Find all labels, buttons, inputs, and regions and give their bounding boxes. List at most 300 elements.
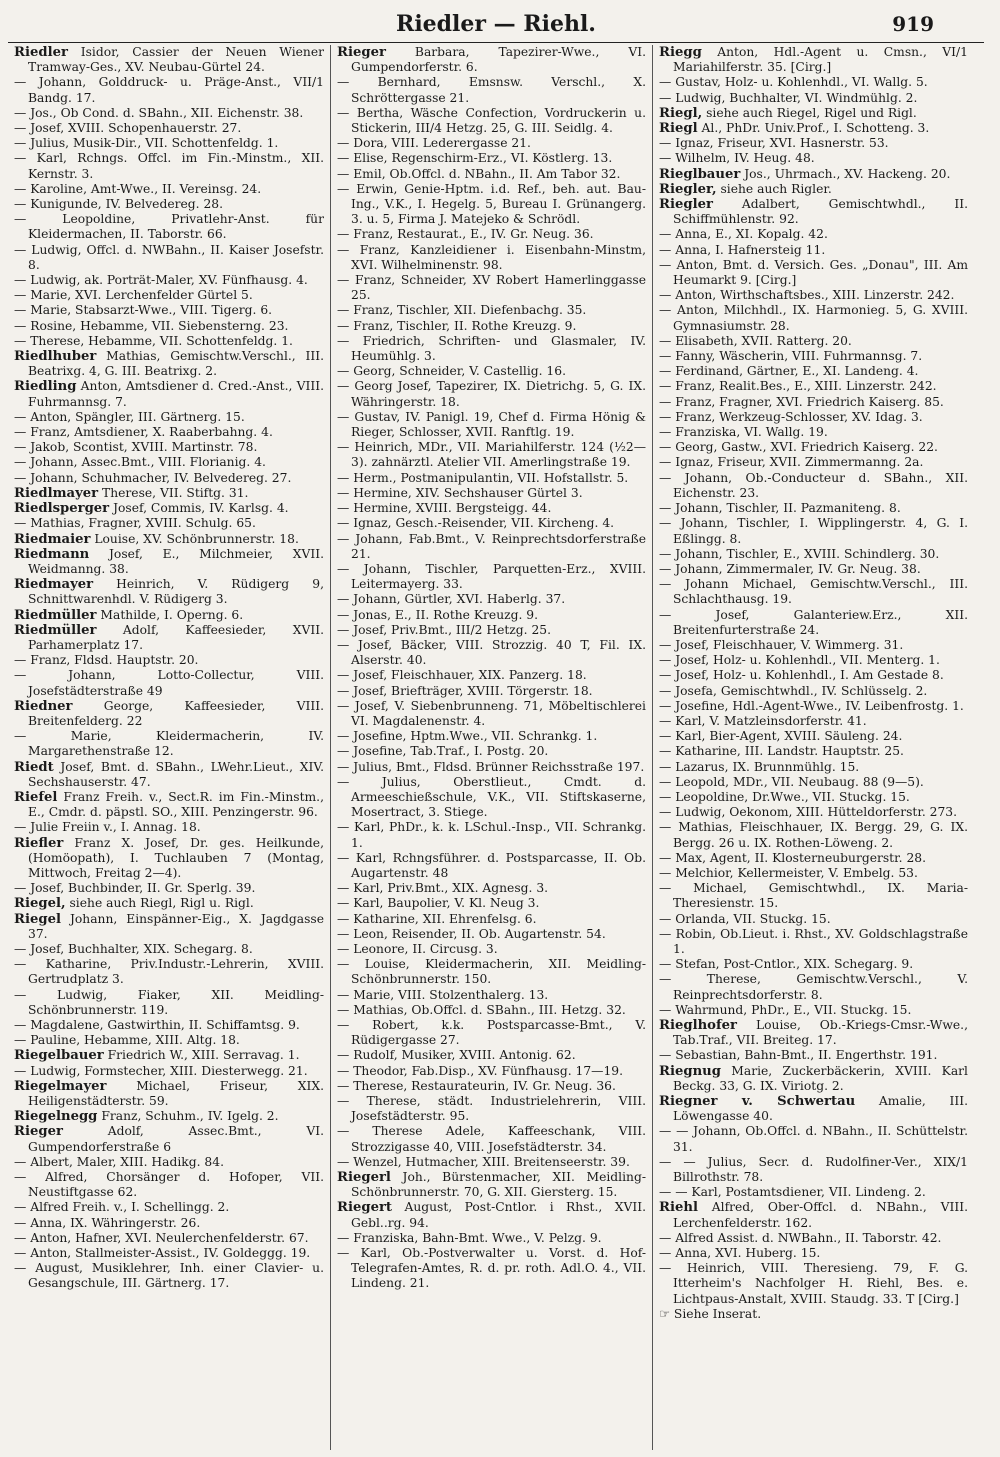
entry-text: — Alfred, Chorsänger d. Hofoper, VII. Neustiftgasse 62. — [14, 1170, 324, 1200]
columns — [8, 45, 984, 1450]
entry-text: — Michael, Gemischtwhdl., IX. Maria-Theresienstr. 15. — [659, 881, 968, 911]
column-1 — [8, 45, 330, 1450]
entry-text: — Heinrich, VIII. Theresieng. 79, F. G. Itterheim's Nachfolger H. Riehl, Bes. e. Lichtpaus-Anstalt, XVIII. Staudg. 33. T [Cirg.] — [659, 1261, 968, 1306]
entry-text: — Wahrmund, PhDr., E., VII. Stuckg. 15. — [659, 1002, 912, 1017]
directory-entry — [14, 532, 324, 547]
entry-surname: Rieglhofer — [659, 1018, 737, 1033]
directory-entry — [337, 851, 646, 881]
directory-entry — [14, 699, 324, 729]
entry-text: — Leopold, MDr., VII. Neubaug. 88 (9—5). — [659, 774, 924, 789]
directory-entry — [659, 1064, 968, 1094]
entry-text: — Julie Freiin v., I. Annag. 18. — [14, 820, 201, 835]
entry-text: — Josef, XVIII. Schopenhauerstr. 27. — [14, 121, 242, 136]
directory-entry — [659, 182, 968, 197]
directory-entry — [14, 379, 324, 409]
directory-entry — [337, 243, 646, 273]
directory-entry — [14, 896, 324, 911]
directory-entry — [659, 1003, 968, 1018]
entry-text: Anton, Hdl.-Agent u. Cmsn., VI/1 Mariahilferstr. 35. [Cirg.] — [673, 45, 968, 75]
entry-text: — Anton, Spängler, III. Gärtnerg. 15. — [14, 409, 245, 424]
entry-text: — Franz, Fldsd. Hauptstr. 20. — [14, 653, 199, 668]
entry-text: — Josef, Bäcker, VIII. Strozzig. 40 T, Fil. IX. Alserstr. 40. — [337, 637, 646, 668]
directory-entry — [337, 334, 646, 364]
directory-entry — [14, 410, 324, 425]
entry-text: — Hermine, XVIII. Bergsteigg. 44. — [337, 501, 552, 516]
directory-entry — [659, 1155, 968, 1185]
entry-text: Alfred, Ober-Offcl. d. NBahn., VIII. Lerchenfelderstr. 162. — [673, 1200, 968, 1230]
directory-entry — [337, 775, 646, 821]
entry-text: — Marie, VIII. Stolzenthalerg. 13. — [337, 987, 549, 1002]
directory-entry — [659, 258, 968, 288]
directory-entry — [337, 1064, 646, 1079]
directory-entry — [14, 1231, 324, 1246]
entry-text: Louise, Ob.-Kriegs-Cmsr.-Wwe., Tab.Traf., VII. Breiteg. 17. — [673, 1018, 968, 1048]
directory-entry — [14, 547, 324, 577]
directory-entry — [337, 592, 646, 607]
directory-entry — [337, 1170, 646, 1200]
directory-entry — [14, 1155, 324, 1170]
entry-text: — Lazarus, IX. Brunnmühlg. 15. — [659, 759, 860, 774]
entry-text: — Jakob, Scontist, XVIII. Martinstr. 78. — [14, 440, 258, 455]
directory-entry — [659, 881, 968, 911]
entry-text: — Therese, Hebamme, VII. Schottenfeldg. 1. — [14, 333, 293, 348]
directory-entry — [337, 623, 646, 638]
directory-entry — [14, 608, 324, 623]
directory-entry — [659, 364, 968, 379]
directory-entry — [14, 243, 324, 273]
directory-entry — [659, 1231, 968, 1246]
entry-text: — Josef, Briefträger, XVIII. Törgerstr. 18. — [337, 683, 593, 698]
directory-entry — [337, 440, 646, 470]
directory-entry — [659, 197, 968, 227]
directory-entry — [14, 197, 324, 212]
directory-entry — [659, 303, 968, 333]
entry-text: — Elisabeth, XVII. Ratterg. 20. — [659, 333, 852, 348]
entry-text: — Julius, Bmt., Fldsd. Brünner Reichsstraße 197. — [337, 759, 645, 774]
entry-text: Michael, Friseur, XIX. Heiligenstädterstr. 59. — [28, 1078, 324, 1109]
directory-entry — [14, 1018, 324, 1033]
entry-text: ☞ Siehe Inserat. — [659, 1306, 762, 1321]
directory-entry — [659, 608, 968, 638]
directory-entry — [659, 45, 968, 75]
entry-text: — Josef, Priv.Bmt., III/2 Hetzg. 25. — [337, 622, 552, 637]
entry-text: — August, Musiklehrer, Inh. einer Clavier- u. Gesangschule, III. Gärtnerg. 17. — [14, 1261, 324, 1291]
entry-surname: Riedmüller — [14, 622, 97, 638]
entry-text: Amalie, III. Löwengasse 40. — [673, 1094, 968, 1124]
entry-text: — Franz, Restaurat., E., IV. Gr. Neug. 36. — [337, 227, 594, 242]
entry-text: — Ludwig, Fiaker, XII. Meidling-Schönbrunnerstr. 119. — [14, 987, 324, 1017]
entry-text: Adolf, Kaffeesieder, XVII. Parhamerplatz 17. — [28, 622, 324, 652]
entry-text: — Wilhelm, IV. Heug. 48. — [659, 151, 815, 166]
directory-entry — [14, 1200, 324, 1215]
entry-surname: Riegelmayer — [14, 1078, 107, 1094]
entry-text: — Friedrich, Schriften- und Glasmaler, IV. Heumühlg. 3. — [337, 333, 646, 364]
entry-text: — Franz, Amtsdiener, X. Raaberbahng. 4. — [14, 425, 273, 440]
directory-entry — [337, 486, 646, 501]
directory-entry — [337, 1231, 646, 1246]
directory-entry — [337, 364, 646, 379]
entry-text: — Josef, Holz- u. Kohlenhdl., VII. Menterg. 1. — [659, 653, 940, 668]
entry-text: — Anton, Bmt. d. Versich. Ges. „Donau", III. Am Heumarkt 9. [Cirg.] — [659, 257, 968, 288]
entry-text: — Katharine, Priv.Industr.-Lehrerin, XVIII. Gertrudplatz 3. — [14, 957, 324, 987]
directory-entry — [659, 1246, 968, 1261]
entry-text: — Therese, Gemischtw.Verschl., V. Reinprechtsdorferstr. 8. — [659, 972, 968, 1002]
entry-text: — — Karl, Postamtsdiener, VII. Lindeng. 2. — [659, 1185, 926, 1200]
entry-text: — Jonas, E., II. Rothe Kreuzg. 9. — [337, 607, 539, 622]
entry-text: — Marie, Kleidermacherin, IV. Margarethenstraße 12. — [14, 729, 324, 759]
entry-surname: Riedner — [14, 698, 73, 714]
directory-entry — [337, 942, 646, 957]
entry-text: — Josef, Fleischhauer, XIX. Panzerg. 18. — [337, 668, 587, 683]
entry-text: — Leonore, II. Circusg. 3. — [337, 941, 498, 956]
directory-entry — [337, 1048, 646, 1063]
directory-entry — [14, 1033, 324, 1048]
directory-entry — [337, 912, 646, 927]
entry-text: Isidor, Cassier der Neuen Wiener Tramway-Ges., XV. Neubau-Gürtel 24. — [28, 45, 324, 75]
entry-text: — Franz, Tischler, XII. Diefenbachg. 35. — [337, 303, 587, 318]
entry-text: — Anton, Milchhdl., IX. Harmonieg. 5, G. XVIII. Gymnasiumstr. 28. — [659, 303, 968, 333]
entry-text: — Johann, Golddruck- u. Präge-Anst., VII/1 Bandg. 17. — [14, 75, 324, 105]
entry-surname: Riefel — [14, 789, 58, 805]
directory-entry — [659, 699, 968, 714]
entry-text: — Franz, Tischler, II. Rothe Kreuzg. 9. — [337, 318, 577, 333]
entry-surname: Riedmann — [14, 546, 90, 562]
entry-text: — Anna, I. Hafnersteig 11. — [659, 242, 826, 257]
entry-text: siehe auch Riegel, Rigel und Rigl. — [706, 105, 917, 120]
directory-entry — [14, 1246, 324, 1261]
entry-text: — Franz, Schneider, XV Robert Hamerlinggasse 25. — [337, 273, 646, 303]
entry-text: — Johann, Gürtler, XVI. Haberlg. 37. — [337, 592, 566, 607]
entry-text: — Johann, Tischler, I. Wipplingerstr. 4, G. I. Eßlingg. 8. — [659, 516, 968, 546]
entry-surname: Riedlmayer — [14, 485, 99, 501]
directory-entry — [659, 91, 968, 106]
entry-text: — Emil, Ob.Offcl. d. NBahn., II. Am Tabor 32. — [337, 166, 621, 181]
entry-surname: Riegg — [659, 45, 702, 60]
entry-text: Franz Freih. v., Sect.R. im Fin.-Minstm., E., Cmdr. d. päpstl. SO., XIII. Penzingerstr. 96. — [28, 789, 324, 820]
entry-text: — — Johann, Ob.Offcl. d. NBahn., II. Schüttelstr. 31. — [659, 1124, 968, 1154]
entry-surname: Riedlhuber — [14, 349, 97, 365]
directory-entry — [14, 516, 324, 531]
directory-entry — [14, 440, 324, 455]
directory-entry — [14, 75, 324, 105]
directory-entry — [659, 151, 968, 166]
entry-text: — Karl, Priv.Bmt., XIX. Agnesg. 3. — [337, 881, 549, 896]
directory-entry — [337, 227, 646, 242]
directory-entry — [659, 425, 968, 440]
entry-text: — Jos., Ob Cond. d. SBahn., XII. Eichenstr. 38. — [14, 105, 304, 120]
entry-text: — Wenzel, Hutmacher, XIII. Breitenseerstr. 39. — [337, 1154, 630, 1169]
entry-text: — Franz, Werkzeug-Schlosser, XV. Idag. 3. — [659, 409, 923, 424]
entry-text: — Johann, Ob.-Conducteur d. SBahn., XII. Eichenstr. 23. — [659, 470, 968, 500]
entry-text: — Heinrich, MDr., VII. Mariahilferstr. 124 (½2—3). zahnärztl. Atelier VII. Amerlingstraße 19. — [337, 440, 646, 470]
entry-text: — Josefine, Tab.Traf., I. Postg. 20. — [337, 744, 549, 759]
directory-entry — [659, 471, 968, 501]
directory-entry — [337, 896, 646, 911]
entry-text: — Hermine, XIV. Sechshauser Gürtel 3. — [337, 485, 583, 500]
directory-entry — [659, 653, 968, 668]
directory-entry — [14, 1124, 324, 1154]
entry-text: siehe auch Rigler. — [720, 181, 832, 196]
directory-entry — [659, 562, 968, 577]
directory-entry — [659, 349, 968, 364]
directory-entry — [14, 668, 324, 698]
entry-text: Anton, Amtsdiener d. Cred.-Anst., VIII. Fuhrmannsg. 7. — [28, 379, 324, 409]
entry-text: — Melchior, Kellermeister, V. Embelg. 53. — [659, 865, 918, 880]
entry-surname: Rieglbauer — [659, 166, 741, 182]
directory-entry — [14, 182, 324, 197]
directory-entry — [337, 471, 646, 486]
directory-entry — [659, 288, 968, 303]
directory-entry — [659, 516, 968, 546]
directory-entry — [659, 547, 968, 562]
entry-text: — Pauline, Hebamme, XIII. Altg. 18. — [14, 1033, 240, 1048]
entry-text: Marie, Zuckerbäckerin, XVIII. Karl Beckg. 33, G. IX. Viriotg. 2. — [673, 1063, 968, 1093]
entry-text: — Max, Agent, II. Klosterneuburgerstr. 28. — [659, 850, 927, 865]
entry-text: Joh., Bürstenmacher, XII. Meidling-Schönbrunnerstr. 70, G. XII. Giersterg. 15. — [351, 1170, 646, 1200]
entry-text: — Karl, V. Matzleinsdorferstr. 41. — [659, 713, 867, 728]
directory-entry — [337, 957, 646, 987]
directory-entry — [14, 486, 324, 501]
entry-text: — Anton, Stallmeister-Assist., IV. Goldeggg. 19. — [14, 1246, 311, 1261]
entry-text: — Ignaz, Friseur, XVII. Zimmermanng. 2a. — [659, 455, 924, 470]
entry-text: — Georg, Gastw., XVI. Friedrich Kaiserg. 22. — [659, 440, 938, 455]
directory-entry — [659, 1094, 968, 1124]
directory-entry — [337, 516, 646, 531]
column-2 — [330, 45, 652, 1450]
entry-text: — Julius, Oberstlieut., Cmdt. d. Armeeschießschule, V.K., VII. Stiftskaserne, Mosertract, 3. Stiege. — [337, 774, 646, 820]
directory-entry — [14, 471, 324, 486]
entry-text: — Rosine, Hebamme, VII. Siebensterng. 23. — [14, 318, 289, 333]
entry-text: — Mathias, Ob.Offcl. d. SBahn., III. Hetzg. 32. — [337, 1002, 626, 1017]
directory-entry — [337, 608, 646, 623]
entry-text: — Johann, Zimmermaler, IV. Gr. Neug. 38. — [659, 561, 921, 576]
entry-surname: Riegler, — [659, 181, 717, 197]
entry-text: — Magdalene, Gastwirthin, II. Schiffamtsg. 9. — [14, 1018, 300, 1032]
directory-entry — [337, 988, 646, 1003]
entry-text: — Leon, Reisender, II. Ob. Augartenstr. 54. — [337, 926, 606, 941]
entry-surname: Rieger — [337, 45, 386, 60]
entry-text: — Alfred Assist. d. NWBahn., II. Taborstr. 42. — [659, 1230, 942, 1245]
entry-text: Jos., Uhrmach., XV. Hackeng. 20. — [744, 166, 951, 181]
entry-text: — Josefine, Hdl.-Agent-Wwe., IV. Leibenfrostg. 1. — [659, 698, 964, 713]
directory-entry — [337, 75, 646, 105]
directory-entry — [337, 744, 646, 759]
directory-entry — [659, 136, 968, 151]
directory-entry — [659, 106, 968, 121]
directory-entry — [659, 638, 968, 653]
directory-entry — [659, 684, 968, 699]
directory-entry — [337, 273, 646, 303]
directory-entry — [659, 501, 968, 516]
directory-entry — [659, 714, 968, 729]
entry-text: — Johann, Assec.Bmt., VIII. Florianig. 4. — [14, 455, 266, 470]
entry-text: Mathilde, I. Operng. 6. — [100, 607, 244, 622]
entry-text: — Franz, Fragner, XVI. Friedrich Kaiserg. 85. — [659, 394, 944, 409]
directory-entry — [337, 820, 646, 850]
entry-text: — Robin, Ob.Lieut. i. Rhst., XV. Goldschlagstraße 1. — [659, 926, 968, 956]
entry-surname: Riegelbauer — [14, 1048, 104, 1064]
directory-entry — [337, 760, 646, 775]
entry-text: — Ludwig, Buchhalter, VI. Windmühlg. 2. — [659, 90, 918, 105]
directory-entry — [337, 151, 646, 166]
entry-text: — Josefine, Hptm.Wwe., VII. Schrankg. 1. — [337, 729, 598, 744]
entry-text: — Johann, Tischler, II. Pazmaniteng. 8. — [659, 501, 901, 516]
entry-text: Franz, Schuhm., IV. Igelg. 2. — [101, 1109, 279, 1124]
entry-text: — Bertha, Wäsche Confection, Vordruckerin u. Stickerin, III/4 Hetzg. 25, G. III. Seidlg. 4. — [337, 105, 646, 136]
entry-text: — Anton, Wirthschaftsbes., XIII. Linzerstr. 242. — [659, 288, 955, 303]
directory-entry — [14, 121, 324, 136]
directory-entry — [14, 577, 324, 607]
entry-surname: Riegler — [659, 197, 713, 213]
directory-entry — [659, 790, 968, 805]
directory-entry — [337, 638, 646, 668]
directory-entry — [337, 501, 646, 516]
directory-entry — [659, 866, 968, 881]
entry-text: — Franz, Realit.Bes., E., XIII. Linzerstr. 242. — [659, 379, 937, 394]
directory-entry — [337, 1079, 646, 1094]
directory-entry — [337, 319, 646, 334]
directory-entry — [659, 379, 968, 394]
directory-entry — [14, 1079, 324, 1109]
directory-entry — [337, 410, 646, 440]
directory-entry — [337, 1018, 646, 1048]
directory-entry — [659, 744, 968, 759]
directory-entry — [337, 699, 646, 729]
entry-surname: Riedmayer — [14, 577, 94, 593]
entry-text: August, Post-Cntlor. i Rhst., XVII. Gebl..rg. 94. — [351, 1200, 646, 1230]
directory-entry — [14, 820, 324, 835]
entry-text: — Marie, Stabsarzt-Wwe., VIII. Tigerg. 6. — [14, 303, 273, 318]
entry-surname: Riegl — [659, 121, 698, 137]
entry-text: — Georg Josef, Tapezirer, IX. Dietrichg. 5, G. IX. Währingerstr. 18. — [337, 379, 646, 409]
directory-entry — [659, 167, 968, 182]
directory-entry — [14, 957, 324, 987]
entry-text: Heinrich, V. Rüdigerg 9, Schnittwarenhdl. V. Rüdigerg 3. — [28, 577, 324, 607]
directory-entry — [14, 881, 324, 896]
directory-entry — [659, 972, 968, 1002]
page-number: 919 — [892, 12, 934, 36]
directory-entry — [659, 851, 968, 866]
directory-entry — [337, 1003, 646, 1018]
entry-text: — Franziska, Bahn-Bmt. Wwe., V. Pelzg. 9. — [337, 1230, 602, 1245]
directory-entry — [337, 1124, 646, 1154]
directory-entry — [14, 212, 324, 242]
entry-text: — Franz, Kanzleidiener i. Eisenbahn-Minstm, XVI. Wilhelminenstr. 98. — [337, 242, 646, 272]
directory-entry — [14, 151, 324, 181]
directory-entry — [659, 1261, 968, 1307]
entry-text: — Herm., Postmanipulantin, VII. Hofstallstr. 5. — [337, 470, 629, 485]
directory-entry — [659, 455, 968, 470]
entry-surname: Rieger — [14, 1124, 63, 1140]
directory-entry — [14, 988, 324, 1018]
entry-text: — Georg, Schneider, V. Castellig. 16. — [337, 364, 566, 379]
entry-text: — Josefa, Gemischtwhdl., IV. Schlüsselg. 2. — [659, 683, 928, 698]
entry-text: — Anna, IX. Währingerstr. 26. — [14, 1215, 201, 1230]
directory-entry — [659, 227, 968, 242]
directory-entry — [337, 1200, 646, 1230]
directory-entry — [14, 1216, 324, 1231]
directory-entry — [337, 684, 646, 699]
directory-entry — [337, 106, 646, 136]
directory-entry — [337, 45, 646, 75]
entry-text: — Karl, Baupolier, V. Kl. Neug 3. — [337, 896, 540, 911]
entry-text: — Dora, VIII. Lederergasse 21. — [337, 136, 531, 151]
entry-text: — Kunigunde, IV. Belvedereg. 28. — [14, 197, 223, 212]
directory-entry — [14, 501, 324, 516]
entry-text: — Anna, XVI. Huberg. 15. — [659, 1246, 821, 1261]
entry-text: Josef, Bmt. d. SBahn., LWehr.Lieut., XIV. Sechshauserstr. 47. — [28, 759, 324, 789]
entry-surname: Riedling — [14, 379, 77, 395]
entry-text: — Johann, Tischler, Parquetten-Erz., XVIII. Leitermayerg. 33. — [337, 561, 646, 592]
directory-entry — [14, 334, 324, 349]
entry-text: — Fanny, Wäscherin, VIII. Fuhrmannsg. 7. — [659, 349, 923, 364]
directory-entry — [14, 790, 324, 820]
entry-text: — Albert, Maler, XIII. Hadikg. 84. — [14, 1154, 224, 1169]
entry-surname: Riehl — [659, 1200, 698, 1216]
directory-entry — [337, 167, 646, 182]
entry-text: Adalbert, Gemischtwhdl., II. Schiffmühlenstr. 92. — [673, 197, 968, 227]
entry-text: — Anna, E., XI. Kopalg. 42. — [659, 227, 828, 242]
entry-text: — Josef, Fleischhauer, V. Wimmerg. 31. — [659, 637, 904, 652]
directory-entry — [659, 927, 968, 957]
directory-entry — [659, 957, 968, 972]
directory-entry — [14, 836, 324, 882]
entry-text: — Ignaz, Gesch.-Reisender, VII. Kircheng. 4. — [337, 516, 615, 531]
directory-entry — [659, 1124, 968, 1154]
entry-text: Adolf, Assec.Bmt., VI. Gumpendorferstraße 6 — [28, 1124, 324, 1154]
entry-text: — Theodor, Fab.Disp., XV. Fünfhausg. 17—19. — [337, 1063, 624, 1078]
entry-text: — Ludwig, Offcl. d. NWBahn., II. Kaiser Josefstr. 8. — [14, 242, 324, 272]
entry-surname: Riegert — [337, 1200, 393, 1216]
entry-text: — Katharine, XII. Ehrenfelsg. 6. — [337, 911, 537, 926]
entry-text: — Karl, Rchngs. Offcl. im Fin.-Minstm., XII. Kernstr. 3. — [14, 151, 324, 181]
entry-text: Therese, VII. Stiftg. 31. — [102, 485, 249, 500]
entry-surname: Riedlsperger — [14, 501, 110, 517]
directory-entry — [14, 349, 324, 379]
entry-surname: Riegel — [14, 911, 61, 927]
directory-entry — [337, 668, 646, 683]
directory-entry — [337, 136, 646, 151]
entry-text: — Mathias, Fleischhauer, IX. Bergg. 29, G. IX. Bergg. 26 u. IX. Rothen-Löweng. 2. — [659, 820, 968, 850]
directory-entry — [337, 303, 646, 318]
directory-entry — [337, 182, 646, 228]
entry-text: George, Kaffeesieder, VIII. Breitenfelderg. 22 — [28, 698, 324, 728]
directory-entry — [337, 379, 646, 409]
entry-text: — Leopoldine, Privatlehr-Anst. für Kleidermachen, II. Taborstr. 66. — [14, 212, 324, 242]
entry-text: — Julius, Musik-Dir., VII. Schottenfeldg. 1. — [14, 136, 279, 151]
entry-text: — Karl, Bier-Agent, XVIII. Säuleng. 24. — [659, 729, 903, 744]
directory-entry — [659, 820, 968, 850]
entry-text: — Franziska, VI. Wallg. 19. — [659, 425, 828, 440]
entry-text: — Ludwig, Formstecher, XIII. Diesterwegg. 21. — [14, 1063, 308, 1078]
entry-text: — Karl, Rchngsführer. d. Postsparcasse, II. Ob. Augartenstr. 48 — [337, 850, 646, 880]
entry-text: — Josef, Holz- u. Kohlenhdl., I. Am Gestade 8. — [659, 668, 944, 683]
entry-text: — Robert, k.k. Postsparcasse-Bmt., V. Rüdigergasse 27. — [337, 1018, 646, 1048]
entry-text: — Johann, Schuhmacher, IV. Belvedereg. 27. — [14, 470, 292, 485]
entry-text: — — Julius, Secr. d. Rudolfiner-Ver., XIX/1 Billrothstr. 78. — [659, 1154, 968, 1185]
entry-surname: Riegel, — [14, 896, 66, 912]
directory-entry — [659, 334, 968, 349]
entry-text: — Therese, Restaurateurin, IV. Gr. Neug. 36. — [337, 1078, 616, 1093]
directory-entry — [337, 1246, 646, 1292]
header-title: Riedler — Riehl. — [396, 11, 596, 37]
column-3 — [652, 45, 974, 1450]
directory-entry — [659, 760, 968, 775]
entry-surname: Riegner v. Schwertau — [659, 1094, 856, 1110]
directory-entry — [337, 1094, 646, 1124]
directory-entry — [659, 805, 968, 820]
entry-text: — Johann, Lotto-Collectur, VIII. Josefstädterstraße 49 — [14, 668, 324, 698]
